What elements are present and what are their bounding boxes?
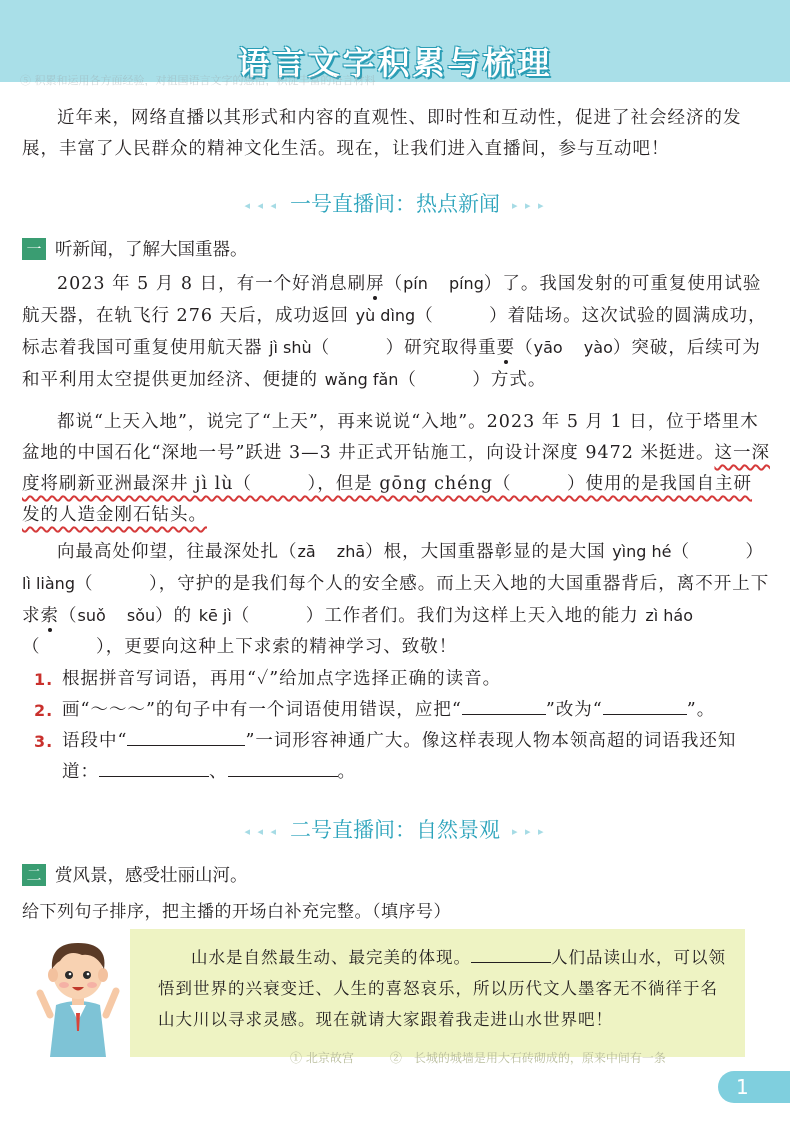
question2-number: 二: [22, 864, 46, 886]
question2-title: 赏风景，感受壮丽山河。: [55, 866, 248, 886]
intro-paragraph: 近年来，网络直播以其形式和内容的直观性、即时性和互动性，促进了社会经济的发展，丰富了人民群众的精神文化生活。现在，让我们进入直播间，参与互动吧！: [22, 108, 742, 159]
page-title: 语言文字积累与梳理: [237, 44, 553, 82]
answer-box-keji[interactable]: （ ）工作者们。我们为这样上天入地的能力: [231, 606, 646, 626]
answer-line-idiom[interactable]: [127, 727, 245, 746]
section2-title: ◂ ◂ ◂ 二号直播间：自然景观 ▸ ▸ ▸: [244, 818, 546, 842]
pinyin-yuding: yù dìng: [355, 306, 416, 325]
answer-box-zihao[interactable]: （ ），更要向这种上下求索的精神学习、致敬！: [22, 637, 458, 657]
pinyin-yinghe: yìng hé: [612, 542, 672, 561]
bleed-through-note: ① 北京故宫 ② 长城的城墙是用大石砖砌成的，原来中间有一条: [290, 1051, 666, 1065]
answer-box-wangfan[interactable]: （ ）方式。: [398, 370, 547, 390]
pinyin-zihao: zì háo: [645, 606, 694, 625]
dotted-char-yao: 要: [496, 338, 516, 358]
pinyin-wangfan: wǎng fǎn: [324, 370, 399, 389]
pinyin-zha: zā zhā: [297, 542, 366, 561]
answer-line-word-1[interactable]: [99, 758, 209, 777]
question2-heading: [22, 862, 248, 887]
answer-box-yuding[interactable]: （ ）着陆场。这次试验的圆满成功，标志着我国可重复使用航天器: [22, 306, 767, 358]
news-paragraph-2: 都说“上天入地”，说完了“上天”，再来说说“入地”。2023 年 5 月 1 日，位于塔里木盆地的中国石化“深地一号”跃进 3—3 井正式开钻施工，向设计深度 9472 米挺进。这一深度将刷新亚洲最深井 jì lù（ ），但是 gōng chéng（ ）使用的是我国自主研发的人造金刚石钻头。: [22, 412, 770, 525]
task-list: [34, 664, 762, 788]
section1-title: ◂ ◂ ◂ 一号直播间：热点新闻 ▸ ▸ ▸: [244, 192, 546, 216]
question1-title: 听新闻，了解大国重器。: [55, 240, 248, 260]
task-1: 1. 根据拼音写词语，再用“✓”给加点字选择正确的读音。: [34, 669, 502, 689]
task-3: 3. 语段中“ ”一词形容神通广大。像这样表现人物本领高超的词语我还知道： 、 。: [62, 726, 762, 788]
ordering-instruction: 给下列句子排序，把主播的开场白补充完整。（填序号）: [22, 902, 451, 922]
host-opening-text: 山水是自然最生动、最完美的体现。 人们品读山水，可以领悟到世界的兴衰变迁、人生的喜怒哀乐，所以历代文人墨客无不徜徉于名山大川以寻求灵感。现在就请大家跟着我走进山水世界吧！: [158, 942, 728, 1035]
pinyin-yao: yāo yào: [533, 338, 613, 357]
host-boy-illustration-icon: [32, 931, 124, 1059]
answer-box-yinghe[interactable]: （ ）: [671, 542, 764, 562]
page-number: 1: [718, 1071, 790, 1103]
news-paragraph-1: 2023 年 5 月 8 日，有一个好消息刷屏（pín píng）了。我国发射的可重复使用试验航天器，在轨飞行 276 天后，成功返回 yù dìng（ ）着陆场。这次试验的圆满成功，标志着我国可重复使用航天器 jì shù（ ）研究取得重要（yāo yào）突破，后续可为和平利用太空提供更加经济、便捷的 wǎng fǎn（ ）方式。: [22, 274, 767, 390]
task-2: 2. 画“～～～”的句子中有一个词语使用错误，应把“ ”改为“ ”。: [62, 695, 762, 726]
answer-box-liliang[interactable]: （ ），守护的是我们每个人的安全感。而上天入地的大国重器背后，离不开上下求: [22, 574, 770, 626]
dotted-char-suo: 索: [40, 606, 59, 626]
news-paragraph-3: 向最高处仰望，往最深处扎（zā zhā）根，大国重器彰显的是大国 yìng hé（ ）lì liàng（ ），守护的是我们每个人的安全感。而上天入地的大国重器背后，离不开上下求索（suǒ sǒu）的 kē jì（ ）工作者们。我们为这样上天入地的能力 zì háo（ ），更要向这种上下求索的精神学习、致敬！: [22, 542, 770, 657]
answer-line-order[interactable]: [471, 944, 551, 963]
pinyin-ping: pín píng: [403, 274, 484, 293]
question1-number: 一: [22, 238, 46, 260]
wavy-underlined-sentence: 这一深度将刷新亚洲最深井 jì lù（ ），但是 gōng chéng（ ）使用的是我国自主研发的人造金刚石钻头。: [22, 443, 770, 525]
bleed-through-text: ⑤ 积累和运用各方面经验，对祖国语言文字的感悟，积淀丰富的语言材料: [20, 74, 376, 86]
dotted-char-ping: 屏: [366, 274, 385, 294]
pinyin-suo: suǒ sǒu: [77, 606, 156, 625]
question1-heading: [22, 236, 248, 261]
pinyin-liliang: lì liàng: [22, 574, 75, 593]
answer-line-word-2[interactable]: [228, 758, 338, 777]
answer-box-jishu[interactable]: （ ）研究取得重: [311, 338, 497, 358]
pinyin-jishu: jì shù: [269, 338, 312, 357]
answer-line-wrong-word[interactable]: [462, 696, 546, 715]
pinyin-keji: kē jì: [198, 606, 232, 625]
answer-line-correct-word[interactable]: [603, 696, 687, 715]
